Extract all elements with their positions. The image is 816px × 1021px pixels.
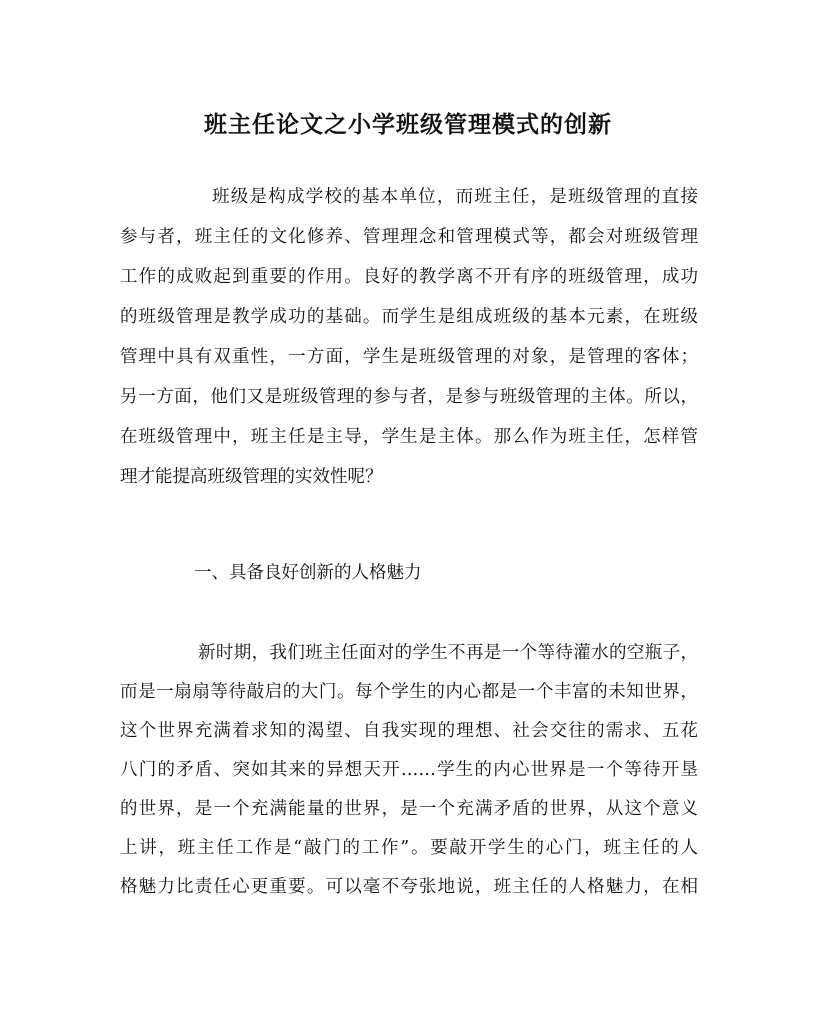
paragraph-section-1 <box>120 634 698 907</box>
paragraph-line: 工作的成败起到重要的作用。良好的教学离不开有序的班级管理，成功 <box>120 267 698 287</box>
paragraph-line: 另一方面，他们又是班级管理的参与者，是参与班级管理的主体。所以， <box>120 387 698 407</box>
paragraph-line: 这个世界充满着求知的渴望、自我实现的理想、社会交往的需求、五花 <box>120 721 698 741</box>
paragraph-line: 新时期，我们班主任面对的学生不再是一个等待灌水的空瓶子， <box>198 643 698 663</box>
paragraph-line: 参与者，班主任的文化修养、管理理念和管理模式等，都会对班级管理 <box>120 227 698 247</box>
section-heading: 一、具备良好创新的人格魅力 <box>194 563 422 583</box>
paragraph-line: 的班级管理是教学成功的基础。而学生是组成班级的基本元素，在班级 <box>120 307 698 327</box>
paragraph-line: 在班级管理中，班主任是主导，学生是主体。那么作为班主任，怎样管 <box>120 427 698 447</box>
paragraph-line: 而是一扇扇等待敲启的大门。每个学生的内心都是一个丰富的未知世界， <box>120 682 698 702</box>
document-title: 班主任论文之小学班级管理模式的创新 <box>204 111 612 138</box>
paragraph-line: 八门的矛盾、突如其来的异想天开……学生的内心世界是一个等待开垦 <box>120 760 698 780</box>
paragraph-intro <box>120 177 698 497</box>
paragraph-line: 的世界，是一个充满能量的世界，是一个充满矛盾的世界，从这个意义 <box>120 799 698 819</box>
paragraph-line: 格魅力比责任心更重要。可以毫不夸张地说，班主任的人格魅力，在相 <box>120 877 698 897</box>
paragraph-line: 理才能提高班级管理的实效性呢？ <box>120 467 383 487</box>
paragraph-line: 上讲，班主任工作是“敲门的工作”。要敲开学生的心门，班主任的人 <box>120 838 698 858</box>
paragraph-line: 管理中具有双重性，一方面，学生是班级管理的对象，是管理的客体； <box>120 347 698 367</box>
paragraph-line: 班级是构成学校的基本单位，而班主任，是班级管理的直接 <box>212 187 698 207</box>
